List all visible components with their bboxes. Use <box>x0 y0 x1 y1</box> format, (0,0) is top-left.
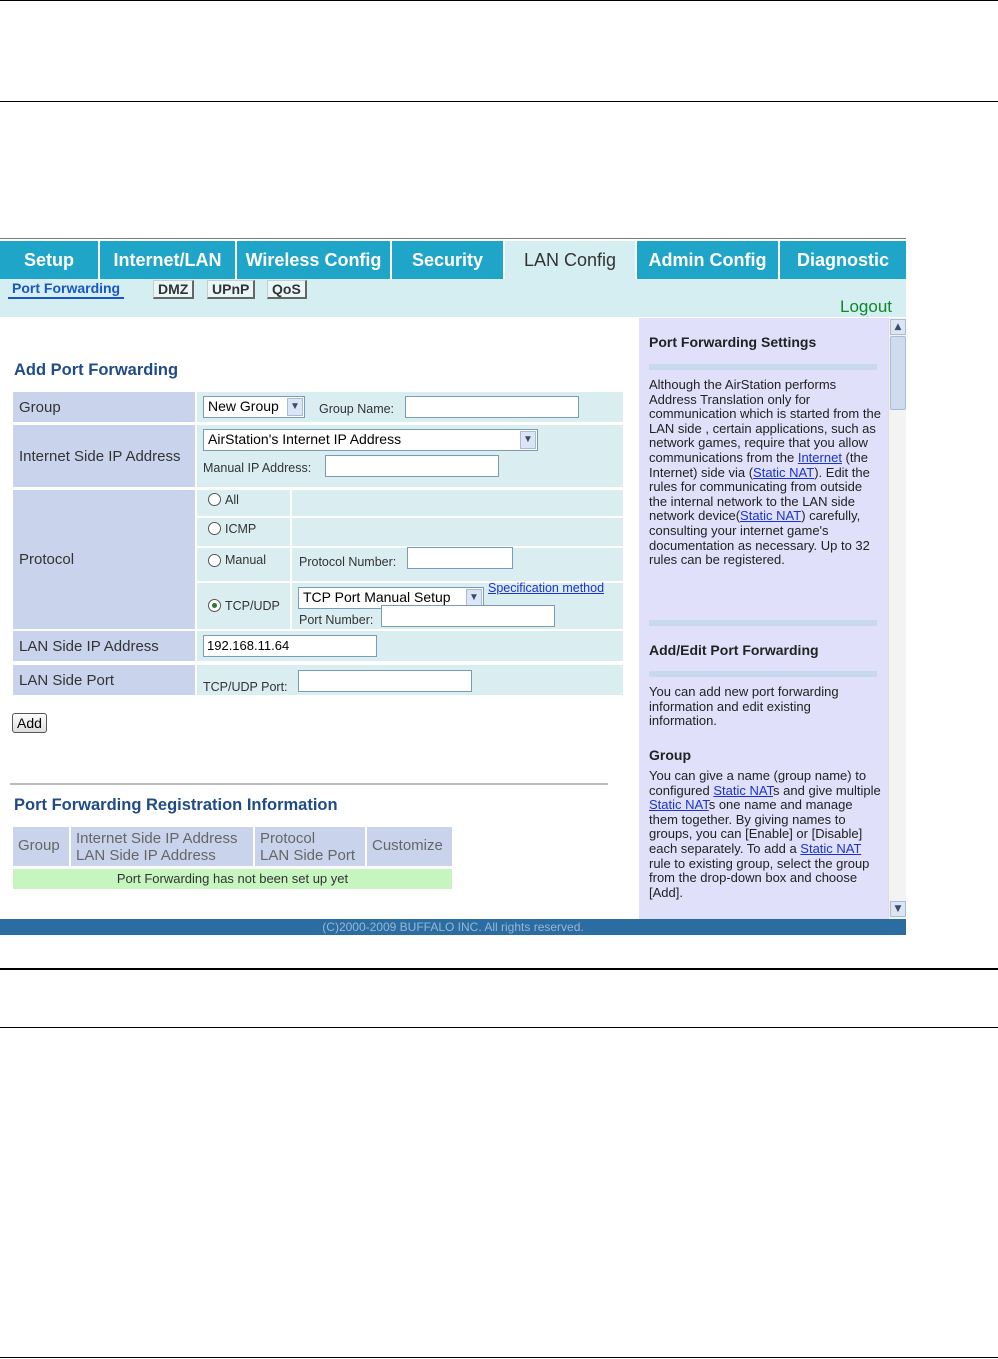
manual-ip-label: Manual IP Address: <box>203 461 312 475</box>
group-name-input[interactable] <box>405 396 579 418</box>
scroll-up-icon[interactable]: ▲ <box>890 319 906 335</box>
subtab-upnp[interactable]: UPnP <box>207 280 255 299</box>
tab-security[interactable]: Security <box>392 241 505 279</box>
col-group-header: Group <box>13 827 69 866</box>
col-protocol-header <box>255 827 365 866</box>
lower-rule <box>0 968 998 970</box>
help-link-static-nat[interactable]: Static NAT <box>713 782 774 798</box>
help-link-internet[interactable]: Internet <box>797 449 842 465</box>
proto-manual-label: Manual <box>225 553 266 567</box>
proto-icmp-radio[interactable] <box>208 522 221 535</box>
tab-internet-lan[interactable]: Internet/LAN <box>100 241 237 279</box>
lan-ip-input[interactable]: 192.168.11.64 <box>203 635 377 657</box>
lan-port-label: LAN Side Port <box>13 665 195 695</box>
group-name-label: Group Name: <box>319 402 395 416</box>
internet-ip-label: Internet Side IP Address <box>13 425 195 487</box>
port-number-label: Port Number: <box>299 613 374 627</box>
manual-ip-input[interactable] <box>325 455 499 477</box>
sub-navigation <box>0 279 906 317</box>
help-text: rule to existing group, select the group from the drop-down box and choose [Add]. <box>649 855 870 900</box>
proto-tcpudp-label: TCP/UDP <box>225 599 280 613</box>
top-rule <box>0 0 998 1</box>
protocol-label: Protocol <box>13 490 195 629</box>
help-link-static-nat[interactable]: Static NAT <box>740 508 802 524</box>
proto-all-radio[interactable] <box>208 493 221 506</box>
help-heading-add-edit: Add/Edit Port Forwarding <box>649 642 819 658</box>
help-scrollbar[interactable] <box>888 318 906 919</box>
help-link-static-nat[interactable]: Static NAT <box>649 797 709 813</box>
add-button[interactable]: Add <box>12 713 47 733</box>
tab-lan-config[interactable]: LAN Config <box>505 241 637 279</box>
help-text: s and give multiple <box>773 782 881 798</box>
help-link-static-nat[interactable]: Static NAT <box>753 464 815 480</box>
col-ip-header <box>71 827 253 866</box>
copyright-footer: (C)2000-2009 BUFFALO INC. All rights reserved. <box>0 919 906 935</box>
port-number-input[interactable] <box>381 605 555 627</box>
bottom-rule <box>0 1357 998 1358</box>
protocol-number-input[interactable] <box>407 547 513 569</box>
help-text: (the Internet) side via ( <box>649 449 868 480</box>
proto-all-label: All <box>225 493 239 507</box>
col-customize-header: Customize <box>367 827 452 866</box>
tab-wireless-config[interactable]: Wireless Config <box>237 241 392 279</box>
chevron-down-icon: ▼ <box>466 589 482 607</box>
lower-rule-2 <box>0 1027 998 1028</box>
help-separator <box>649 671 877 677</box>
tcp-port-setup-value: TCP Port Manual Setup <box>303 589 451 605</box>
tab-diagnostic[interactable]: Diagnostic <box>780 241 906 279</box>
tcpudp-port-label: TCP/UDP Port: <box>203 680 288 694</box>
help-separator <box>649 620 877 626</box>
help-text: Although the AirStation performs Address Translation only for communication which is started from the LAN side , certain applications, such as network games, require that you allow communications from the <box>649 377 881 465</box>
proto-manual-radio[interactable] <box>208 554 221 567</box>
help-text: s one name and manage them together. By giving names to groups, you can [Enable] or [Disable] each separately. To add a <box>649 797 863 856</box>
tab-admin-config[interactable]: Admin Config <box>637 241 780 279</box>
registration-title: Port Forwarding Registration Information <box>14 796 338 814</box>
col-ip-line2: LAN Side IP Address <box>76 847 216 864</box>
protocol-number-label: Protocol Number: <box>299 555 397 569</box>
chevron-down-icon: ▼ <box>520 431 536 449</box>
proto-tcpudp-radio[interactable] <box>208 599 221 612</box>
group-select-value: New Group <box>208 398 279 414</box>
subtab-dmz[interactable]: DMZ <box>153 280 194 299</box>
main-tabs <box>0 241 906 279</box>
lan-ip-label: LAN Side IP Address <box>13 631 195 661</box>
header-rule <box>0 101 998 102</box>
scroll-thumb[interactable] <box>890 336 906 410</box>
proto-icmp-extra-cell <box>292 518 623 546</box>
help-separator <box>649 364 877 370</box>
main-content <box>0 317 637 919</box>
subtab-qos[interactable]: QoS <box>267 280 307 299</box>
col-ip-line1: Internet Side IP Address <box>76 830 238 847</box>
help-panel <box>639 318 888 919</box>
tcpudp-port-input[interactable] <box>298 670 472 692</box>
col-proto-line1: Protocol <box>260 830 316 847</box>
proto-all-extra-cell <box>292 490 623 516</box>
col-proto-line2: LAN Side Port <box>260 847 356 864</box>
empty-registration-row: Port Forwarding has not been set up yet <box>13 869 452 889</box>
help-heading-group: Group <box>649 747 691 763</box>
section-divider <box>10 783 608 785</box>
help-paragraph-3 <box>649 769 881 900</box>
help-text: You can give a name (group name) to configured <box>649 768 867 798</box>
logout-link[interactable]: Logout <box>840 297 892 316</box>
proto-icmp-label: ICMP <box>225 522 257 536</box>
group-label: Group <box>13 392 195 422</box>
subtab-port-forwarding[interactable]: Port Forwarding <box>8 280 124 299</box>
internet-ip-select-value: AirStation's Internet IP Address <box>208 431 402 447</box>
specification-method-link[interactable]: Specification method <box>488 581 605 595</box>
internet-ip-select[interactable] <box>203 429 538 451</box>
help-paragraph-2: You can add new port forwarding information and edit existing information. <box>649 684 839 729</box>
help-paragraph-1 <box>649 378 881 568</box>
group-select[interactable] <box>203 396 305 418</box>
add-port-forwarding-title: Add Port Forwarding <box>14 361 179 379</box>
help-text: ). Edit the rules for communicating from outside the internal network to the LAN side network device( <box>649 464 870 524</box>
help-link-static-nat[interactable]: Static NAT <box>800 840 862 856</box>
tab-setup[interactable]: Setup <box>0 241 100 279</box>
help-text: ) carefully, consulting your internet game's documentation as necessary. Up to 32 rules can be registered. <box>649 508 870 568</box>
router-config-window <box>0 238 906 935</box>
chevron-down-icon: ▼ <box>287 398 303 416</box>
scroll-down-icon[interactable]: ▼ <box>890 901 906 917</box>
help-heading-port-forwarding: Port Forwarding Settings <box>649 334 817 350</box>
